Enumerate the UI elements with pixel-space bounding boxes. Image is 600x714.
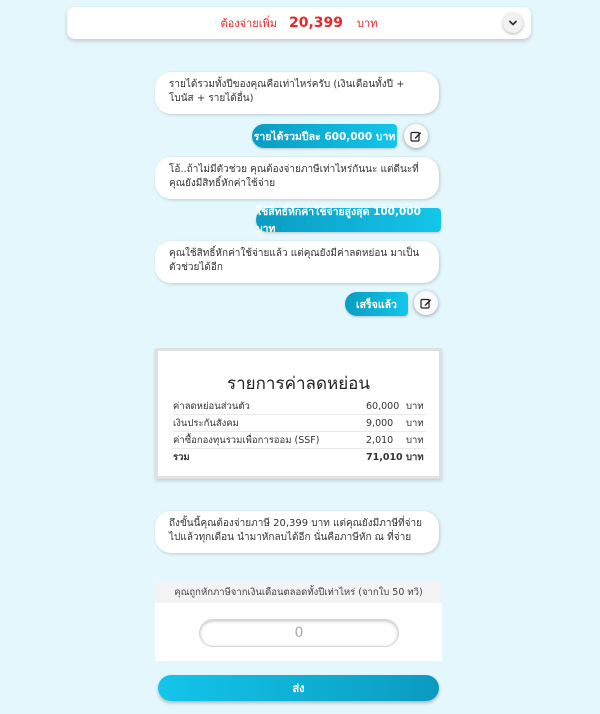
- deductions-card: [155, 348, 442, 479]
- bot-message-withholding-info: [155, 511, 439, 553]
- total-row: [173, 449, 426, 466]
- message-text: คุณใช้สิทธิ์หักค่าใช้จ่ายแล้ว แต่คุณยังมีค่าลดหย่อน มาเป็นตัวช่วยได้อีก: [169, 248, 420, 273]
- total-value: 71,010: [366, 452, 403, 463]
- deduction-unit: บาท: [406, 434, 424, 446]
- answer-text: ใช้สิทธิ์หักค่าใช้จ่ายสูงสุด 100,000 บาท: [256, 206, 421, 235]
- edit-icon: [420, 297, 432, 309]
- message-text: รายได้รวมทั้งปีของคุณคือเท่าไหร่ครับ (เงินเดือนทั้งปี + โบนัส + รายได้อื่น): [169, 79, 405, 104]
- bot-message-income-question: [155, 72, 439, 114]
- edit-income-button[interactable]: [404, 124, 428, 148]
- chevron-down-icon[interactable]: [503, 13, 523, 33]
- table-row: [173, 432, 426, 449]
- send-button-label: ส่ง: [292, 682, 305, 695]
- bot-message-expense-question: [155, 157, 439, 199]
- deduction-unit: บาท: [406, 400, 424, 412]
- tax-summary-bar[interactable]: [67, 7, 531, 39]
- user-answer-done: [345, 292, 408, 316]
- table-row: [173, 415, 426, 432]
- summary-amount: 20,399: [289, 15, 344, 31]
- deduction-name: ค่าซื้อกองทุนรวมเพื่อการออม (SSF): [173, 434, 320, 446]
- answer-text: เสร็จแล้ว: [356, 298, 397, 311]
- deductions-table: [173, 398, 426, 466]
- edit-icon: [410, 130, 422, 142]
- table-row: [173, 398, 426, 415]
- withholding-amount-input[interactable]: 0: [199, 619, 399, 647]
- total-label: รวม: [173, 452, 190, 463]
- summary-label: ต้องจ่ายเพิ่ม: [220, 17, 277, 30]
- deduction-unit: บาท: [406, 417, 424, 429]
- deduction-value: 9,000: [366, 417, 394, 429]
- withholding-question: คุณถูกหักภาษีจากเงินเดือนตลอดทั้งปีเท่าไหร่ (จากใบ 50 ทวิ): [155, 581, 442, 603]
- edit-deductions-button[interactable]: [414, 291, 438, 315]
- message-text: ถึงขั้นนี้คุณต้องจ่ายภาษี 20,399 บาท แต่คุณยังมีภาษีที่จ่ายไปแล้วทุกเดือน นำมาหักลบได้อีก นั่นคือภาษีหัก ณ ที่จ่าย: [169, 518, 422, 543]
- send-button[interactable]: [158, 675, 439, 701]
- message-text: โอ้..ถ้าไม่มีตัวช่วย คุณต้องจ่ายภาษีเท่าไหร่กันนะ แต่ดีนะที่คุณยังมีสิทธิ์หักค่าใช้จ่าย: [169, 164, 419, 189]
- summary-unit: บาท: [357, 17, 378, 30]
- deductions-title: รายการค่าลดหย่อน: [227, 374, 370, 394]
- deduction-name: เงินประกันสังคม: [173, 417, 239, 429]
- deduction-value: 2,010: [366, 434, 394, 446]
- withholding-input-section: [155, 581, 442, 661]
- user-answer-income: [252, 124, 397, 148]
- deduction-name: ค่าลดหย่อนส่วนตัว: [173, 400, 250, 412]
- user-answer-expense: [256, 206, 441, 235]
- total-unit: บาท: [406, 452, 424, 463]
- bot-message-deduction-question: [155, 241, 439, 283]
- deduction-value: 60,000: [366, 400, 400, 412]
- answer-text: รายได้รวมปีละ 600,000 บาท: [253, 130, 396, 143]
